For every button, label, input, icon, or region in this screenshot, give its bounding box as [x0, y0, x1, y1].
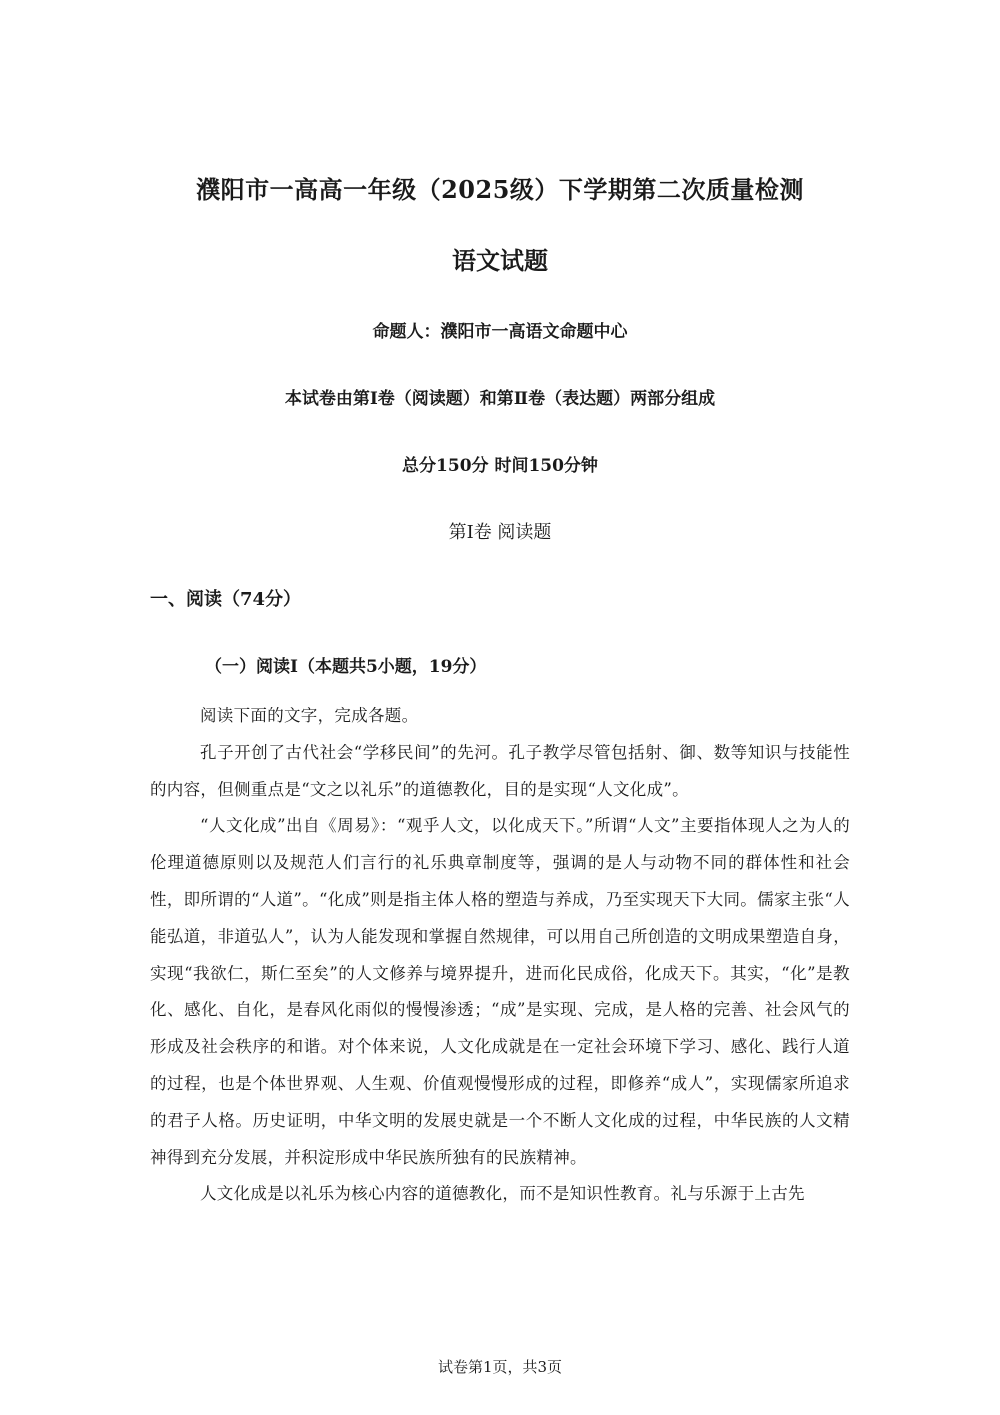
page-footer: 试卷第1页，共3页: [437, 1358, 563, 1376]
volume-heading: 第Ⅰ卷 阅读题: [448, 522, 552, 543]
exam-author: 命题人：濮阳市一高语文命题中心: [372, 322, 628, 342]
exam-subtitle: 语文试题: [452, 246, 548, 275]
section-heading: 一、阅读（74分）: [150, 589, 302, 610]
passage-paragraph: “人文化成”出自《周易》：“观乎人文，以化成天下。”所谓“人文”主要指体现人之为人的伦理道德原则以及规范人们言行的礼乐典章制度等，强调的是人与动物不同的群体性和社会性，即所谓的“人道”。“化成”则是指主体人格的塑造与养成，乃至实现天下大同。儒家主张“人能弘道，非道弘人”，认为人能发现和掌握自然规律，可以用自己所创造的文明成果塑造自身，实现“我欲仁，斯仁至矣”的人文修养与境界提升，进而化民成俗，化成天下。其实，“化”是教化、感化、自化，是春风化雨似的慢慢渗透；“成”是实现、完成，是人格的完善、社会风气的形成及社会秩序的和谐。对个体来说，人文化成就是在一定社会环境下学习、感化、践行人道的过程，也是个体世界观、人生观、价值观慢慢形成的过程，即修养“成人”，实现儒家所追求的君子人格。历史证明，中华文明的发展史就是一个不断人文化成的过程，中华民族的人文精神得到充分发展，并积淀形成中华民族所独有的民族精神。: [150, 816, 850, 1167]
exam-title: 濮阳市一高高一年级（2025级）下学期第二次质量检测: [196, 175, 804, 204]
exam-composition: 本试卷由第Ⅰ卷（阅读题）和第Ⅱ卷（表达题）两部分组成: [284, 389, 716, 409]
instruction-paragraph: 阅读下面的文字，完成各题。: [200, 706, 419, 725]
subsection-heading: （一）阅读Ⅰ（本题共5小题，19分）: [205, 657, 487, 677]
exam-score-time: 总分150分 时间150分钟: [402, 456, 598, 476]
reading-passage: [150, 698, 850, 1213]
passage-paragraph: 孔子开创了古代社会“学移民间”的先河。孔子教学尽管包括射、御、数等知识与技能性的内容，但侧重点是“文之以礼乐”的道德教化，目的是实现“人文化成”。: [150, 742, 850, 799]
passage-paragraph: 人文化成是以礼乐为核心内容的道德教化，而不是知识性教育。礼与乐源于上古先: [200, 1184, 805, 1204]
